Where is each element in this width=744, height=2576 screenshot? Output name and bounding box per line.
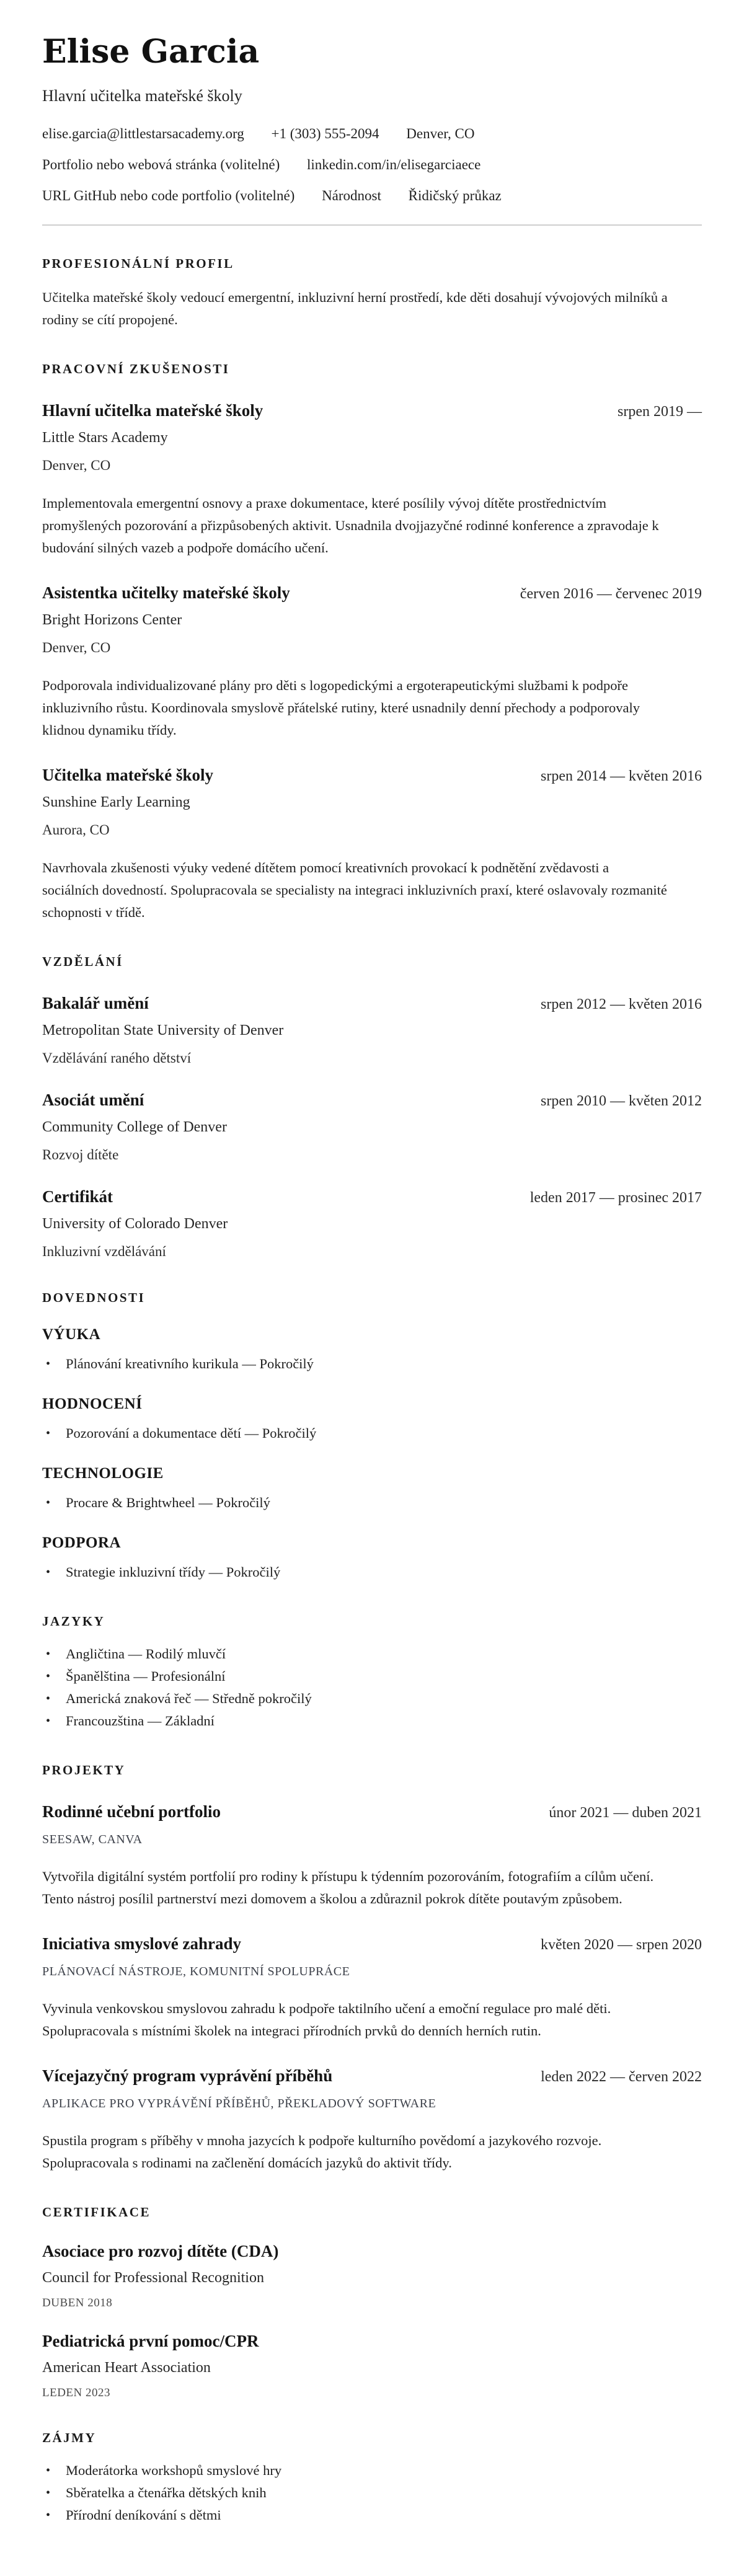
section-interests (42, 2430, 702, 2526)
project-name: Iniciativa smyslové zahrady (42, 1934, 241, 1953)
certification-name: Pediatrická první pomoc/CPR (42, 2332, 259, 2350)
section-heading-experience: PRACOVNÍ ZKUŠENOSTI (42, 361, 230, 376)
skill-list (42, 1353, 702, 1375)
job-company: Bright Horizons Center (42, 612, 182, 628)
job-title: Hlavní učitelka mateřské školy (42, 401, 264, 420)
project-description: Vyvinula venkovskou smyslovou zahradu k podpoře taktilního učení a emoční regulace pro malé děti. Spolupracovala s místními školek na integraci přírodních prvků do denních herních rutin. (42, 2001, 611, 2038)
certification-date: DUBEN 2018 (42, 2296, 113, 2309)
skill-group (42, 1395, 702, 1445)
education-entry (42, 1187, 702, 1260)
language-item: • Španělština — Profesionální (42, 1665, 702, 1688)
skill-group (42, 1326, 702, 1375)
education-dates: srpen 2010 — květen 2012 (541, 1093, 702, 1109)
language-item: • Francouzština — Základní (42, 1710, 702, 1732)
section-heading-interests: ZÁJMY (42, 2430, 97, 2445)
skill-item: • Pozorování a dokumentace dětí — Pokročilý (42, 1422, 702, 1445)
skill-group (42, 1534, 702, 1583)
portfolio-placeholder-text: Portfolio nebo webová stránka (volitelné) (42, 157, 280, 172)
job-description: Podporovala individualizované plány pro děti s logopedickými a ergoterapeutickými službami k podpoře inkluzivního růstu. Koordinovala smyslově přátelské rutiny, které usnadnily denní přechody a podporovaly klidnou dynamiku třídy. (42, 678, 640, 738)
job-location: Denver, CO (42, 458, 111, 473)
certification-issuer: Council for Professional Recognition (42, 2270, 264, 2286)
job-entry (42, 765, 702, 924)
skill-group (42, 1464, 702, 1514)
header-divider (42, 224, 702, 226)
project-tools: SEESAW, CANVA (42, 1833, 143, 1846)
job-description: Implementovala emergentní osnovy a praxe dokumentace, které posílily vývoj dítěte prostřednictvím promyšlených pozorování a přizpůsobených aktivit. Usnadnila dvojjazyčné rodinné konference a zpravodaje k budování silných vazeb a podpoře domácího učení. (42, 495, 659, 555)
project-description: Spustila program s příběhy v mnoha jazycích k podpoře kulturního povědomí a jazykového rozvoje. Spolupracovala s rodinami na začlenění domácích jazyků do aktivit třídy. (42, 2133, 602, 2171)
email-text: elise.garcia@littlestarsacademy.org (42, 126, 244, 141)
skill-item: • Strategie inkluzivní třídy — Pokročilý (42, 1561, 702, 1583)
job-entry (42, 583, 702, 741)
section-projects (42, 1762, 702, 2174)
contact-row-2 (42, 156, 702, 174)
interest-item: • Přírodní deníkování s dětmi (42, 2504, 702, 2526)
project-description: Vytvořila digitální systém portfolií pro rodiny k přístupu k týdenním pozorováním, fotografiím a cílům učení. Tento nástroj posílil partnerství mezi domovem a školou a zdůraznil pokrok dítěte poutavým způsobem. (42, 1869, 654, 1906)
degree-title: Asociát umění (42, 1091, 144, 1109)
skill-item: • Procare & Brightwheel — Pokročilý (42, 1492, 702, 1514)
project-entry (42, 1934, 702, 2042)
field-of-study: Rozvoj dítěte (42, 1147, 119, 1162)
project-entry (42, 2066, 702, 2174)
education-entry (42, 993, 702, 1066)
certification-date: LEDEN 2023 (42, 2386, 111, 2399)
section-heading-profile: PROFESIONÁLNÍ PROFIL (42, 256, 234, 271)
contact-row-3 (42, 187, 702, 205)
location-text: Denver, CO (406, 126, 475, 141)
skill-item: • Plánování kreativního kurikula — Pokročilý (42, 1353, 702, 1375)
interest-item: • Sběratelka a čtenářka dětských knih (42, 2482, 702, 2504)
project-dates: květen 2020 — srpen 2020 (541, 1937, 702, 1953)
language-item: • Americká znaková řeč — Středně pokročilý (42, 1688, 702, 1710)
profile-text: Učitelka mateřské školy vedoucí emergentní, inkluzivní herní prostředí, kde děti dosahují vývojových milníků a rodiny se cítí propojené. (42, 290, 668, 327)
field-of-study: Inkluzivní vzdělávání (42, 1244, 166, 1259)
school-name: Metropolitan State University of Denver (42, 1022, 284, 1038)
interest-list (42, 2459, 702, 2526)
contact-row-1 (42, 125, 702, 143)
section-languages (42, 1613, 702, 1732)
project-entry (42, 1802, 702, 1910)
skill-list (42, 1561, 702, 1583)
project-tools: PLÁNOVACÍ NÁSTROJE, KOMUNITNÍ SPOLUPRÁCE (42, 1965, 350, 1978)
resume-header (42, 0, 702, 226)
education-entry-head (42, 1090, 702, 1110)
section-heading-skills: DOVEDNOSTI (42, 1290, 146, 1305)
certification-name: Asociace pro rozvoj dítěte (CDA) (42, 2242, 279, 2260)
section-profile (42, 255, 702, 331)
project-dates: únor 2021 — duben 2021 (549, 1805, 702, 1821)
section-experience (42, 361, 702, 924)
phone-text: +1 (303) 555-2094 (271, 126, 379, 141)
education-dates: leden 2017 — prosinec 2017 (529, 1190, 702, 1206)
job-location: Aurora, CO (42, 822, 110, 838)
project-dates: leden 2022 — červen 2022 (541, 2069, 702, 2085)
interest-item: • Moderátorka workshopů smyslové hry (42, 2459, 702, 2482)
job-entry-head (42, 583, 702, 603)
job-dates: červen 2016 — červenec 2019 (520, 586, 702, 602)
education-entry-head (42, 1187, 702, 1207)
school-name: University of Colorado Denver (42, 1216, 228, 1232)
nationality-text: Národnost (322, 188, 381, 203)
degree-title: Bakalář umění (42, 994, 149, 1012)
person-name: Elise Garcia (42, 33, 260, 71)
project-tools: APLIKACE PRO VYPRÁVĚNÍ PŘÍBĚHŮ, PŘEKLADOVÝ SOFTWARE (42, 2097, 436, 2110)
job-title: Asistentka učitelky mateřské školy (42, 583, 290, 602)
skill-category: PODPORA (42, 1534, 122, 1551)
project-name: Rodinné učební portfolio (42, 1802, 221, 1821)
degree-title: Certifikát (42, 1187, 113, 1206)
certification-entry (42, 2241, 702, 2310)
drivers-license-text: Řidičský průkaz (408, 188, 502, 203)
job-dates: srpen 2014 — květen 2016 (541, 768, 702, 784)
job-title: Učitelka mateřské školy (42, 766, 213, 784)
section-heading-projects: PROJEKTY (42, 1763, 126, 1777)
job-description: Navrhovala zkušenosti výuky vedené dítětem pomocí kreativních provokací k podnětění zvědavosti a sociálních dovedností. Spolupracovala se specialisty na integraci inkluzivních praxí, které oslavovaly rozmanité schopnosti v třídě. (42, 860, 667, 920)
certification-entry (42, 2331, 702, 2400)
github-placeholder-text: URL GitHub nebo code portfolio (volitelné) (42, 188, 295, 203)
skill-list (42, 1492, 702, 1514)
language-item: • Angličtina — Rodilý mluvčí (42, 1643, 702, 1665)
section-skills (42, 1290, 702, 1583)
contact-info (42, 125, 702, 205)
job-location: Denver, CO (42, 640, 111, 655)
section-education (42, 954, 702, 1260)
school-name: Community College of Denver (42, 1119, 227, 1135)
project-entry-head (42, 1934, 702, 1954)
education-dates: srpen 2012 — květen 2016 (541, 996, 702, 1012)
job-company: Sunshine Early Learning (42, 794, 190, 810)
project-name: Vícejazyčný program vyprávění příběhů (42, 2066, 333, 2085)
skill-category: HODNOCENÍ (42, 1396, 143, 1412)
section-certifications (42, 2204, 702, 2400)
job-entry (42, 401, 702, 559)
skill-category: TECHNOLOGIE (42, 1465, 164, 1482)
section-heading-certifications: CERTIFIKACE (42, 2205, 151, 2220)
skill-list (42, 1422, 702, 1445)
language-list (42, 1643, 702, 1732)
education-entry (42, 1090, 702, 1163)
linkedin-text: linkedin.com/in/elisegarciaece (306, 157, 481, 172)
certification-issuer: American Heart Association (42, 2360, 211, 2376)
project-entry-head (42, 2066, 702, 2086)
education-entry-head (42, 993, 702, 1014)
project-entry-head (42, 1802, 702, 1822)
job-title-subtitle: Hlavní učitelka mateřské školy (42, 87, 242, 105)
section-heading-education: VZDĚLÁNÍ (42, 954, 123, 969)
job-entry-head (42, 765, 702, 786)
section-heading-languages: JAZYKY (42, 1614, 105, 1629)
job-entry-head (42, 401, 702, 421)
job-dates: srpen 2019 — (618, 404, 702, 420)
job-company: Little Stars Academy (42, 430, 168, 446)
skill-category: VÝUKA (42, 1326, 101, 1343)
field-of-study: Vzdělávání raného dětství (42, 1050, 192, 1066)
